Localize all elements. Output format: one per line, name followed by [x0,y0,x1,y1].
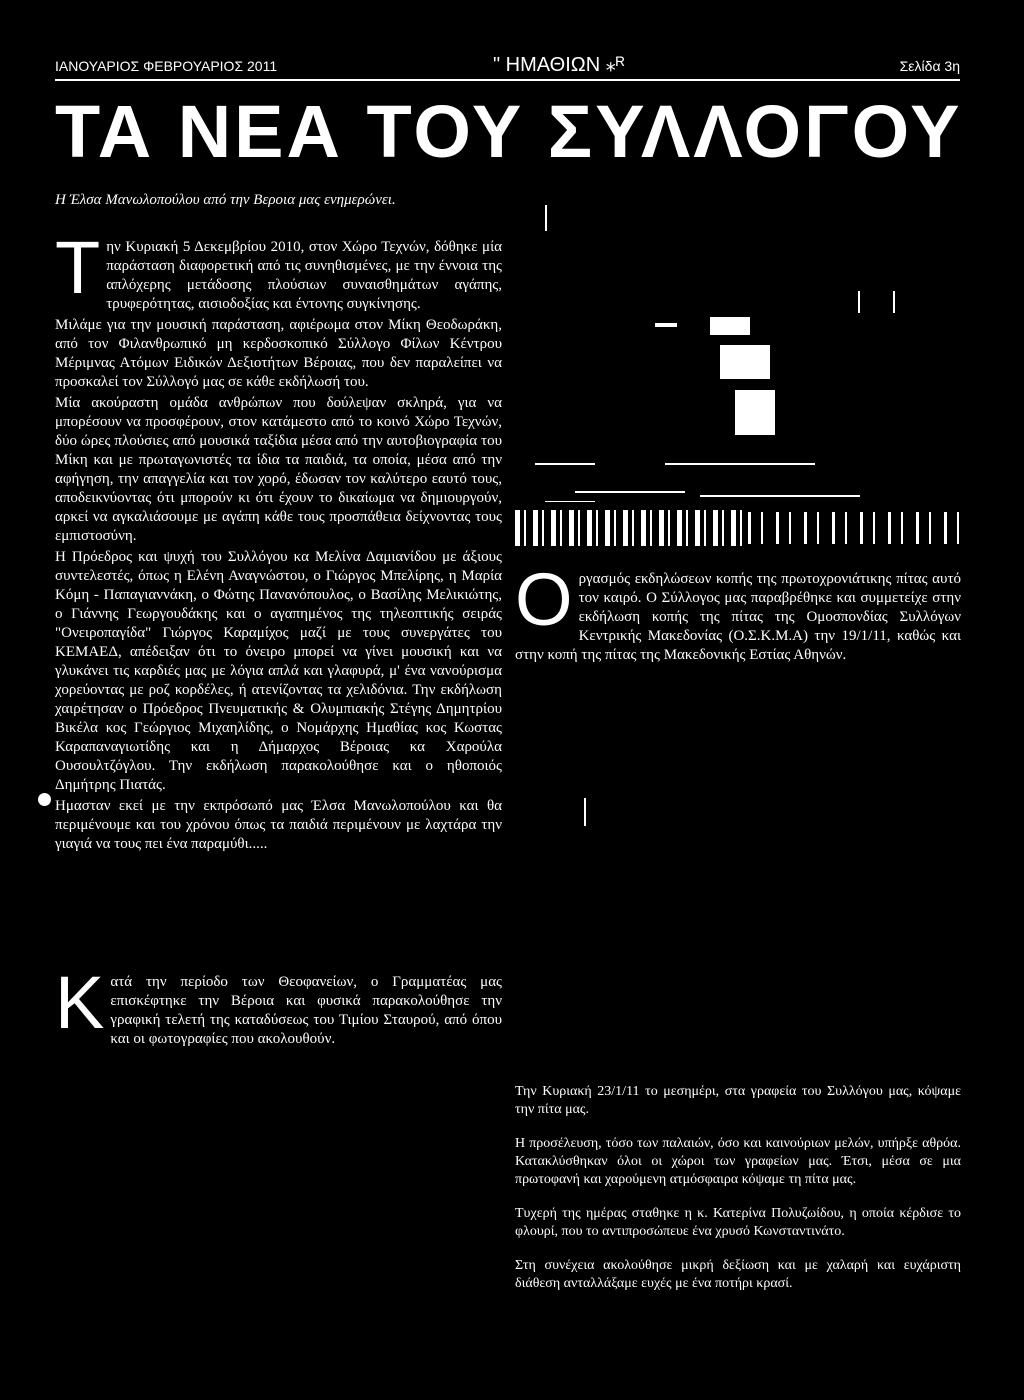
dropcap: Ο [515,558,573,641]
article-paragraph: Η προσέλευση, τόσο των παλαιών, όσο και καινούριων μελών, υπήρξε αθρόα. Κατακλύσθηκαν όλοι οι χώροι των γραφείων μας. Έτσι, μέσα σε μια πρωτοφανή και χαρούμενη ατμόσφαιρα κόψαμε τη πίτα μας. [515,1136,961,1187]
article-paragraph: Μιλάμε για την μουσική παράσταση, αφιέρωμα στον Μίκη Θεοδωράκη, από τον Φιλανθρωπικό μη κερδοσκοπικό Σύλλογο Φίλων Κέντρου Μέριμνας Ατόμων Ειδικών Δεξιοτήτων Βέροιας, που δεν παραλείπει να προσκαλεί τον Σύλλογό μας σε κάθε εκδήλωσή του. [55,317,502,390]
issue-date: ΙΑΝΟΥΑΡΙΟΣ ΦΕΒΡΟΥΑΡΙΟΣ 2011 [55,58,278,74]
article-paragraph: Η Πρόεδρος και ψυχή του Συλλόγου κα Μελίνα Δαμιανίδου με άξιους συντελεστές, όπως η Ελένη Αναγνώστου, ο Γιώργος Μπελίρης, η Μαρία Κόμη - Παπαγιαννάκη, ο Φώτης Πανανόπουλος, ο Βασίλης Μελικιώτης, ο Γιάννης Γεωργουδάκης και ο αγαπημένος της τηλεοπτικής σειράς "Ονειροπαγίδα" Γιώργος Καραμίχος μαζί με τους συνεργάτες του ΚΕΜΑΕΔ, απέδειξαν ότι το όνειρο μπορεί να γίνει μουσική και να γλυκάνει τις καρδιές μας με λόγια απλά και γλαφυρά, μ' ένα νανούρισμα χορεύοντας με ροζ κορδέλες, ή ατενίζοντας τα χελιδόνια. Την εκδήλωση χαιρέτησαν ο Πρόεδρος Πνευματικής & Ολυμπιακής Στέγης Δημητρίου Βικέλα κος Γεώργιος Μιχαηλίδης, ο Νομάρχης Ημαθίας κος Κωστας Καραπαναγιωτίδης και η Δήμαρχος Βέροιας κα Χαρούλα Ουσουλτζόγλου. Την εκδήλωση παρακολούθησε και ο ηθοποιός Δημήτρης Πιατάς. [55,549,502,793]
article-pita-federation [515,558,961,665]
article-paragraph: ην Κυριακή 5 Δεκεμβρίου 2010, στον Χώρο Τεχνών, δόθηκε μία παράσταση διαφορετική από τις συνηθισμένες, με την έννοια της απλόχερης μετάδοσης πλούσιων συναισθημάτων αγάπης, τρυφερότητας, αισιοδοξίας και έντονης συγκίνησης. [106,239,502,312]
article-paragraph: Στη συνέχεια ακολούθησε μικρή δεξίωση και με χαλαρή και ευχάριστη διάθεση ανταλλάξαμε ευχές με ένα ποτήρι κρασί. [515,1258,961,1291]
photo-strip [745,512,967,544]
newspaper-name: " ΗΜΑΘΙΩΝ ⁎ᴿ [493,54,625,76]
dropcap: Τ [55,226,101,309]
byline: Η Έλσα Μανωλοπούλου από την Βεροια μας ενημερώνει. [55,192,396,208]
page-title: ΤΑ ΝΕΑ ΤΟΥ ΣΥΛΛΟΓΟΥ [55,90,963,173]
article-paragraph: Ημασταν εκεί με την εκπρόσωπό μας Έλσα Μανωλοπούλου και θα περιμένουμε και του χρόνου όπως τα παιδιά περιμένουν με λαχτάρα την γιαγιά να τους πει ένα παραμύθι..... [55,798,502,852]
article-paragraph: ατά την περίοδο των Θεοφανείων, ο Γραμματέας μας επισκέφτηκε την Βέροια και φυσικά παρακολούθησε την γραφική τελετή της καταδύσεως του Τιμίου Σταυρού, από όπου και οι φωτογραφίες που ακολουθούν. [110,974,502,1047]
article-pita-office [515,1083,961,1293]
page-number: Σελίδα 3η [899,58,960,74]
divider [584,798,586,826]
article-paragraph: Μία ακούραστη ομάδα ανθρώπων που δούλεψαν σκληρά, για να μπορέσουν να προσφέρουν, στον κατάμεστο από το κοινό Χώρο Τεχνών, δύο ώρες πλούσιες από μουσικά ταξίδια μέσα από την αυτοβιογραφία του Μίκη και με πρωταγωνιστές τα ίδια τα παιδιά, τα οποία, μέσα από την αφήγηση, την απαγγελία και τον χορό, έδωσαν τον καλύτερο εαυτό τους, αποδεικνύοντας ότι μπορούν κι ότι έχουν το δικαίωμα να δημιουργούν, αρκεί να αγκαλιάσουμε με αγάπη κάθε τους προσπάθεια δείχνοντας τους εμπιστοσύνη. [55,395,502,544]
article-paragraph: Τυχερή της ημέρας σταθηκε η κ. Κατερίνα Πολυζωίδου, η οποία κέρδισε το φλουρί, που το αντιπροσώπευε ένα χρυσό Κωνσταντινάτο. [515,1206,961,1239]
photo-strip [515,510,743,546]
article-theater-show [55,226,502,854]
article-theophany [55,961,502,1049]
article-paragraph: ργασμός εκδηλώσεων κοπής της πρωτοχρονιάτικης πίτας αυτό τον καιρό. Ο Σύλλογος μας παραβρέθηκε και συμμετείχε στην εκδήλωση κοπής της πίτας της Ομοσπονδίας Συλλόγων Κεντρικής Μακεδονίας (Ο.Σ.Κ.Μ.Α) την 19/1/11, καθώς και στην κοπή της πίτας της Μακεδονικής Εστίας Αθηνών. [515,571,961,663]
dropcap: Κ [55,961,105,1044]
bullet-dot [38,793,51,806]
header-rule [55,79,960,81]
page-header [55,55,960,77]
article-paragraph: Την Κυριακή 23/1/11 το μεσημέρι, στα γραφεία του Συλλόγου μας, κόψαμε την πίτα μας. [515,1084,961,1117]
photo-dark [515,205,961,548]
